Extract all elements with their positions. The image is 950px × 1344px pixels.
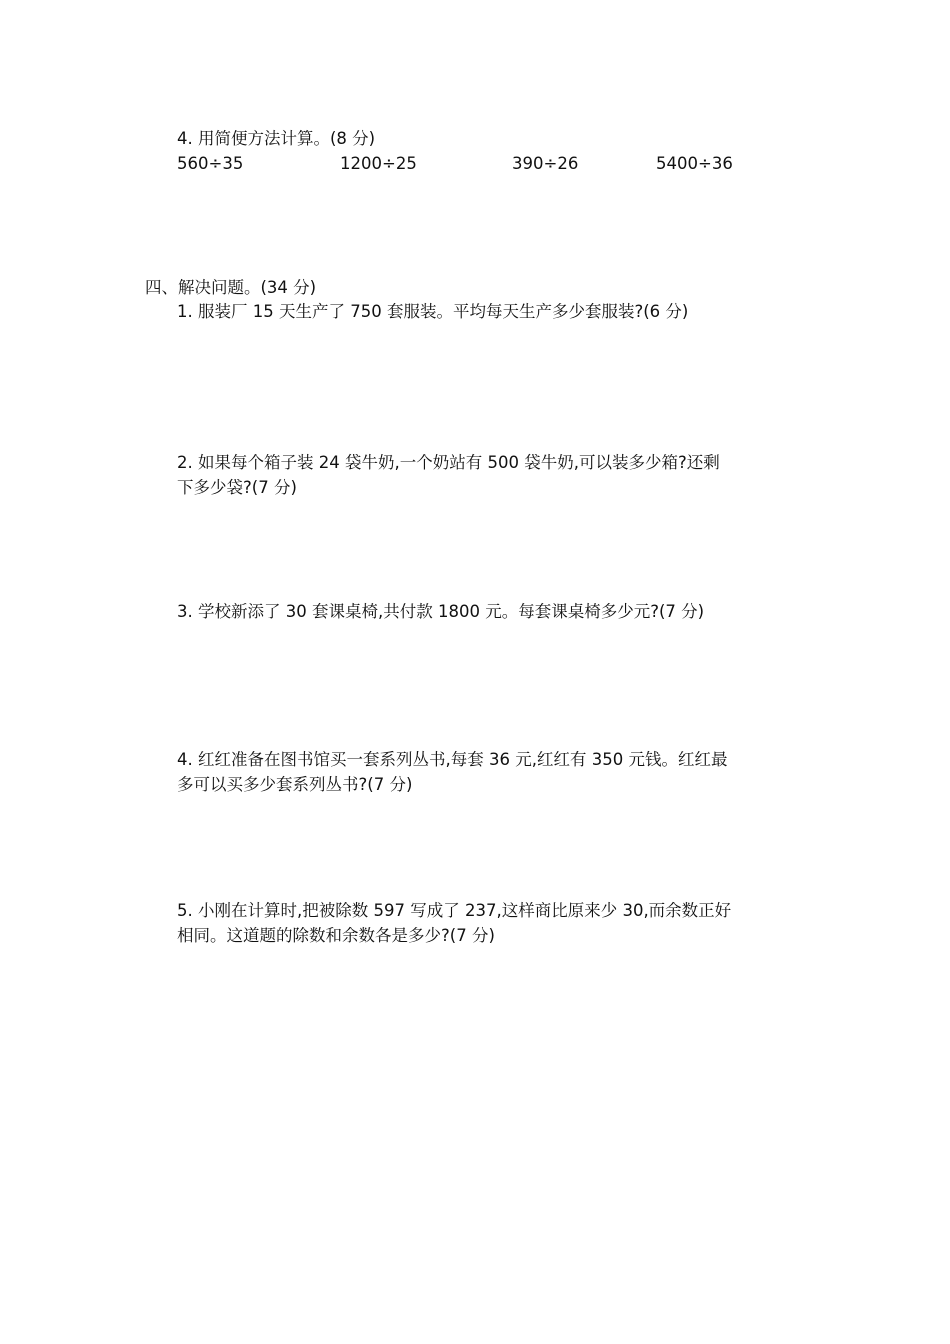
calc-question-title: 4. 用简便方法计算。(8 分) (177, 129, 376, 148)
section-heading: 四、解决问题。(34 分) (145, 278, 317, 297)
problem-text: 多可以买多少套系列丛书?(7 分) (177, 775, 413, 794)
calc-expression: 1200÷25 (340, 154, 417, 173)
problem-text: 4. 红红准备在图书馆买一套系列丛书,每套 36 元,红红有 350 元钱。红红最 (177, 750, 728, 769)
problem-text: 1. 服装厂 15 天生产了 750 套服装。平均每天生产多少套服装?(6 分) (177, 302, 689, 321)
calc-expression: 390÷26 (512, 154, 579, 173)
problem-text: 5. 小刚在计算时,把被除数 597 写成了 237,这样商比原来少 30,而余数正好 (177, 901, 732, 920)
problem-text: 相同。这道题的除数和余数各是多少?(7 分) (177, 926, 495, 945)
calc-expression: 560÷35 (177, 154, 244, 173)
calc-expression: 5400÷36 (656, 154, 733, 173)
problem-text: 下多少袋?(7 分) (177, 478, 297, 497)
problem-text: 3. 学校新添了 30 套课桌椅,共付款 1800 元。每套课桌椅多少元?(7 分) (177, 602, 705, 621)
problem-text: 2. 如果每个箱子装 24 袋牛奶,一个奶站有 500 袋牛奶,可以装多少箱?还剩 (177, 453, 720, 472)
